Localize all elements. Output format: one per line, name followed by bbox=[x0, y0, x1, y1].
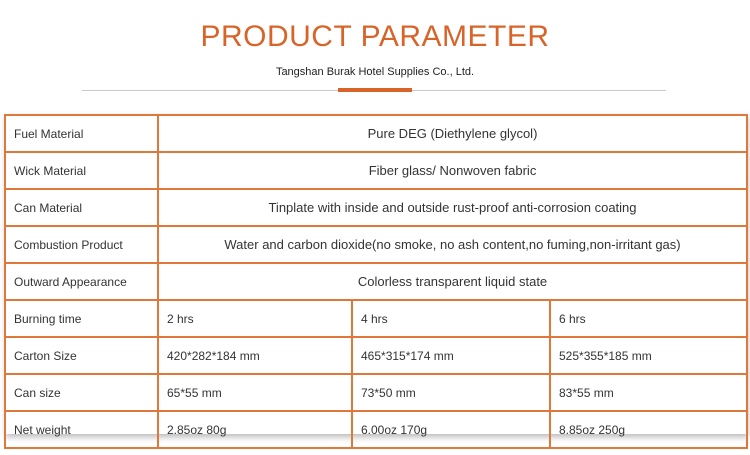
row-cell: 2.85oz 80g bbox=[158, 411, 352, 448]
row-value: Colorless transparent liquid state bbox=[158, 263, 747, 300]
row-cell: 6 hrs bbox=[550, 300, 747, 337]
row-label: Carton Size bbox=[5, 337, 158, 374]
row-cell: 83*55 mm bbox=[550, 374, 747, 411]
table-row bbox=[5, 337, 747, 374]
row-label: Fuel Material bbox=[5, 115, 158, 152]
row-value: Water and carbon dioxide(no smoke, no ash content,no fuming,non-irritant gas) bbox=[158, 226, 747, 263]
company-name: Tangshan Burak Hotel Supplies Co., Ltd. bbox=[275, 66, 475, 78]
table-row bbox=[5, 189, 747, 226]
row-cell: 6.00oz 170g bbox=[352, 411, 550, 448]
row-label: Wick Material bbox=[5, 152, 158, 189]
row-label: Net weight bbox=[5, 411, 158, 448]
row-cell: 73*50 mm bbox=[352, 374, 550, 411]
table-row bbox=[5, 115, 747, 152]
row-value: Fiber glass/ Nonwoven fabric bbox=[158, 152, 747, 189]
row-label: Outward Appearance bbox=[5, 263, 158, 300]
row-cell: 8.85oz 250g bbox=[550, 411, 747, 448]
row-label: Burning time bbox=[5, 300, 158, 337]
row-cell: 525*355*185 mm bbox=[550, 337, 747, 374]
row-cell: 420*282*184 mm bbox=[158, 337, 352, 374]
row-label: Combustion Product bbox=[5, 226, 158, 263]
row-value: Pure DEG (Diethylene glycol) bbox=[158, 115, 747, 152]
table-row bbox=[5, 300, 747, 337]
table-row bbox=[5, 374, 747, 411]
parameter-table bbox=[4, 114, 748, 449]
table-row bbox=[5, 411, 747, 448]
row-label: Can size bbox=[5, 374, 158, 411]
row-cell: 4 hrs bbox=[352, 300, 550, 337]
row-cell: 65*55 mm bbox=[158, 374, 352, 411]
row-value: Tinplate with inside and outside rust-proof anti-corrosion coating bbox=[158, 189, 747, 226]
table-row bbox=[5, 152, 747, 189]
row-cell: 465*315*174 mm bbox=[352, 337, 550, 374]
table-row bbox=[5, 263, 747, 300]
row-label: Can Material bbox=[5, 189, 158, 226]
page-title: PRODUCT PARAMETER bbox=[200, 20, 550, 53]
parameter-table-container bbox=[4, 114, 746, 437]
table-row bbox=[5, 226, 747, 263]
row-cell: 2 hrs bbox=[158, 300, 352, 337]
divider-accent bbox=[338, 88, 412, 92]
